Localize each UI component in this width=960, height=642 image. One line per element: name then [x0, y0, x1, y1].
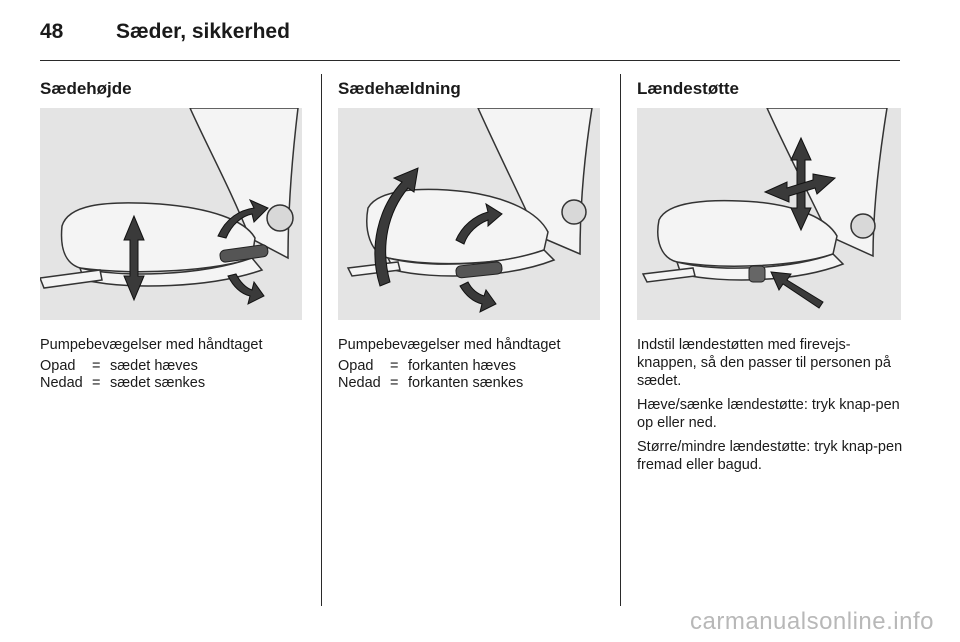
direction-label: Nedad	[338, 375, 381, 391]
section-lumbar-support	[637, 74, 903, 480]
table-row	[40, 375, 205, 392]
instructions	[637, 336, 903, 474]
pump-motion-table	[338, 358, 523, 392]
instruction-paragraph: Hæve/sænke lændestøtte: tryk knap-pen op eller ned.	[637, 397, 900, 431]
illustration-caption: Pumpebevægelser med håndtaget	[338, 337, 561, 353]
table-row	[40, 358, 205, 375]
section-seat-tilt	[338, 74, 600, 392]
section-heading: Lændestøtte	[637, 79, 739, 98]
seat-tilt-illustration	[338, 108, 600, 320]
direction-label: Nedad	[40, 375, 83, 391]
equals-sign: =	[390, 358, 399, 374]
watermark: carmanualsonline.info	[690, 608, 934, 635]
direction-effect: sædet hæves	[110, 358, 198, 374]
section-seat-height	[40, 74, 302, 392]
page-number: 48	[40, 20, 64, 43]
instruction-paragraph: Indstil lændestøtten med firevejs-knappen, så den passer til personen på sædet.	[637, 337, 891, 389]
seat-height-illustration	[40, 108, 302, 320]
equals-sign: =	[390, 375, 399, 391]
direction-label: Opad	[338, 358, 374, 374]
section-heading: Sædehøjde	[40, 79, 132, 98]
column-divider	[321, 74, 322, 606]
instruction-paragraph: Større/mindre lændestøtte: tryk knap-pen fremad eller bagud.	[637, 439, 903, 473]
table-row	[338, 375, 523, 392]
lumbar-support-illustration	[637, 108, 901, 320]
illustration-caption: Pumpebevægelser med håndtaget	[40, 337, 263, 353]
pump-motion-table	[40, 358, 205, 392]
equals-sign: =	[92, 358, 101, 374]
header-divider	[40, 60, 900, 61]
column-divider	[620, 74, 621, 606]
direction-effect: sædet sænkes	[110, 375, 206, 391]
direction-effect: forkanten sænkes	[408, 375, 524, 391]
table-row	[338, 358, 523, 375]
direction-label: Opad	[40, 358, 76, 374]
equals-sign: =	[92, 375, 101, 391]
chapter-title: Sæder, sikkerhed	[116, 20, 290, 43]
section-heading: Sædehældning	[338, 79, 461, 98]
direction-effect: forkanten hæves	[408, 358, 517, 374]
